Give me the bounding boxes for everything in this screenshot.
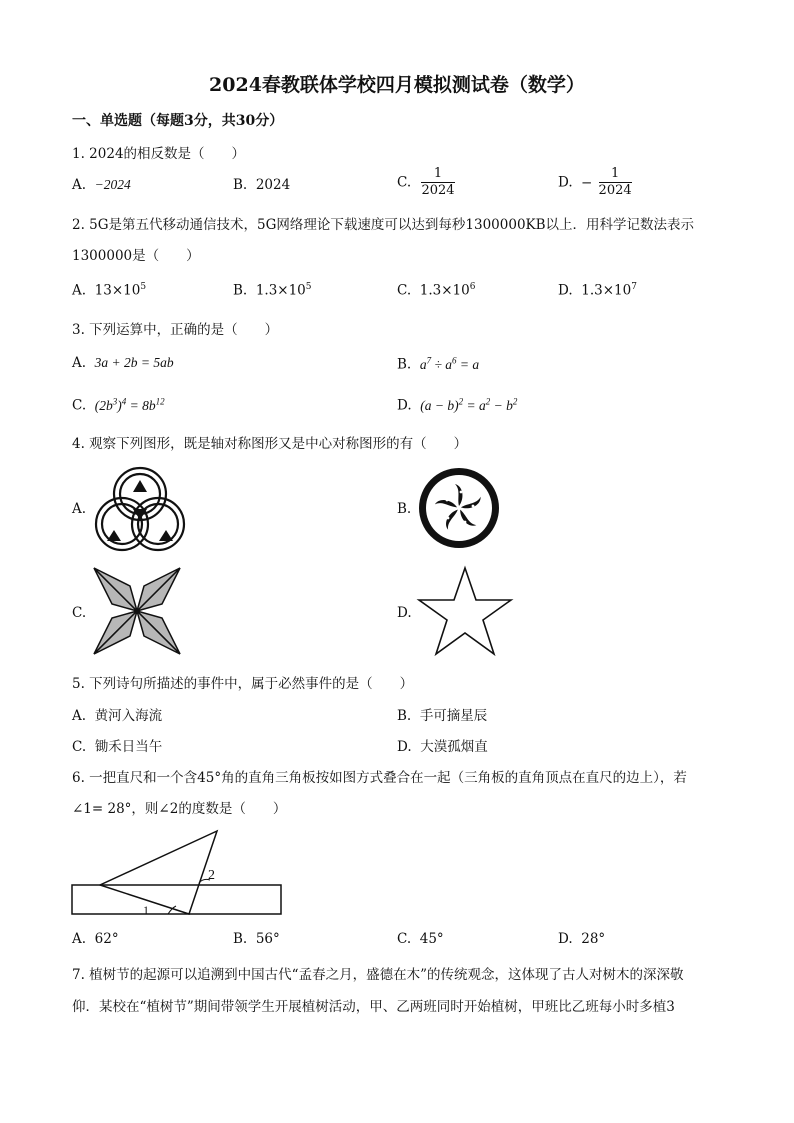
q3-option-d: D. $(a - b)^2 = a^2 - b^2$ bbox=[397, 396, 518, 414]
question-2-stem-line1: 2. 5G是第五代移动通信技术，5G网络理论下载速度可以达到每秒1300000KB以上．用科学记数法表示 bbox=[72, 217, 695, 233]
triangle bbox=[100, 831, 217, 914]
q5-option-d: D. 大漠孤烟直 bbox=[397, 739, 488, 755]
q5-option-c: C. 锄禾日当午 bbox=[72, 739, 163, 755]
ruler-triangle-figure bbox=[72, 828, 284, 918]
question-1-stem: 1. 2024的相反数是（ ） bbox=[72, 146, 246, 162]
q1-option-b: B. 2024 bbox=[233, 177, 291, 193]
q6-option-c: C. 45° bbox=[397, 931, 444, 947]
question-7-stem-line1: 7. 植树节的起源可以追溯到中国古代“孟春之月，盛德在木”的传统观念，这体现了古人对树木的深深敬 bbox=[72, 967, 684, 983]
trinity-knot-figure bbox=[92, 464, 188, 554]
q4-option-a-label: A. bbox=[72, 501, 87, 517]
q4-option-c-label: C. bbox=[72, 605, 87, 621]
angle-1-label: 1 bbox=[143, 903, 149, 917]
question-2-stem-line2: 1300000是（ ） bbox=[72, 248, 200, 264]
fraction: $\frac{1}{2024}$ bbox=[598, 166, 632, 198]
q1-option-c: C. $\frac{1}{2024}$ bbox=[397, 166, 455, 198]
q6-option-a: A. 62° bbox=[72, 931, 119, 947]
four-petal-rhombus-figure bbox=[92, 566, 182, 656]
q2-option-d: D. $1.3\times 10^7$ bbox=[558, 282, 637, 299]
q3-option-b: B. $a^7 \div a^6 = a$ bbox=[397, 355, 480, 373]
question-4-stem: 4. 观察下列图形，既是轴对称图形又是中心对称图形的有（ ） bbox=[72, 436, 468, 452]
q2-option-a: A. $13\times 10^5$ bbox=[72, 282, 147, 299]
q1-option-a: A. −2024 bbox=[72, 177, 131, 193]
question-5-stem: 5. 下列诗句所描述的事件中，属于必然事件的是（ ） bbox=[72, 676, 414, 692]
question-6-stem-line2: ∠1= 28°，则∠2的度数是（ ） bbox=[72, 801, 287, 817]
fraction: $\frac{1}{2024}$ bbox=[421, 166, 455, 198]
page-title: 2024春教联体学校四月模拟测试卷（数学） bbox=[209, 74, 585, 96]
q3-option-a: A. 3a + 2b = 5ab bbox=[72, 355, 174, 371]
angle-2-label: 2 bbox=[208, 868, 215, 883]
question-6-stem-line1: 6. 一把直尺和一个含45°角的直角三角板按如图方式叠合在一起（三角板的直角顶点在直尺的边上），若 bbox=[72, 770, 687, 786]
q1-option-d: D. − $\frac{1}{2024}$ bbox=[558, 166, 632, 198]
question-3-stem: 3. 下列运算中，正确的是（ ） bbox=[72, 322, 279, 338]
section-heading: 一、单选题（每题3分，共30分） bbox=[72, 113, 284, 129]
q4-option-b-label: B. bbox=[397, 501, 412, 517]
q2-option-b: B. $1.3\times 10^5$ bbox=[233, 282, 312, 299]
q2-option-c: C. $1.3\times 10^6$ bbox=[397, 282, 476, 299]
q5-option-a: A. 黄河入海流 bbox=[72, 708, 163, 724]
q6-option-b: B. 56° bbox=[233, 931, 280, 947]
q6-option-d: D. 28° bbox=[558, 931, 606, 947]
question-7-stem-line2: 仰．某校在“植树节”期间带领学生开展植树活动，甲、乙两班同时开始植树，甲班比乙班每小时多植3 bbox=[72, 999, 675, 1015]
q5-option-b: B. 手可摘星辰 bbox=[397, 708, 488, 724]
q4-option-d-label: D. bbox=[397, 605, 412, 621]
q3-option-c: C. $(2b^3)^4 = 8b^{12}$ bbox=[72, 396, 165, 414]
five-point-star-figure bbox=[417, 566, 513, 658]
bauhinia-flower-figure bbox=[417, 466, 501, 550]
